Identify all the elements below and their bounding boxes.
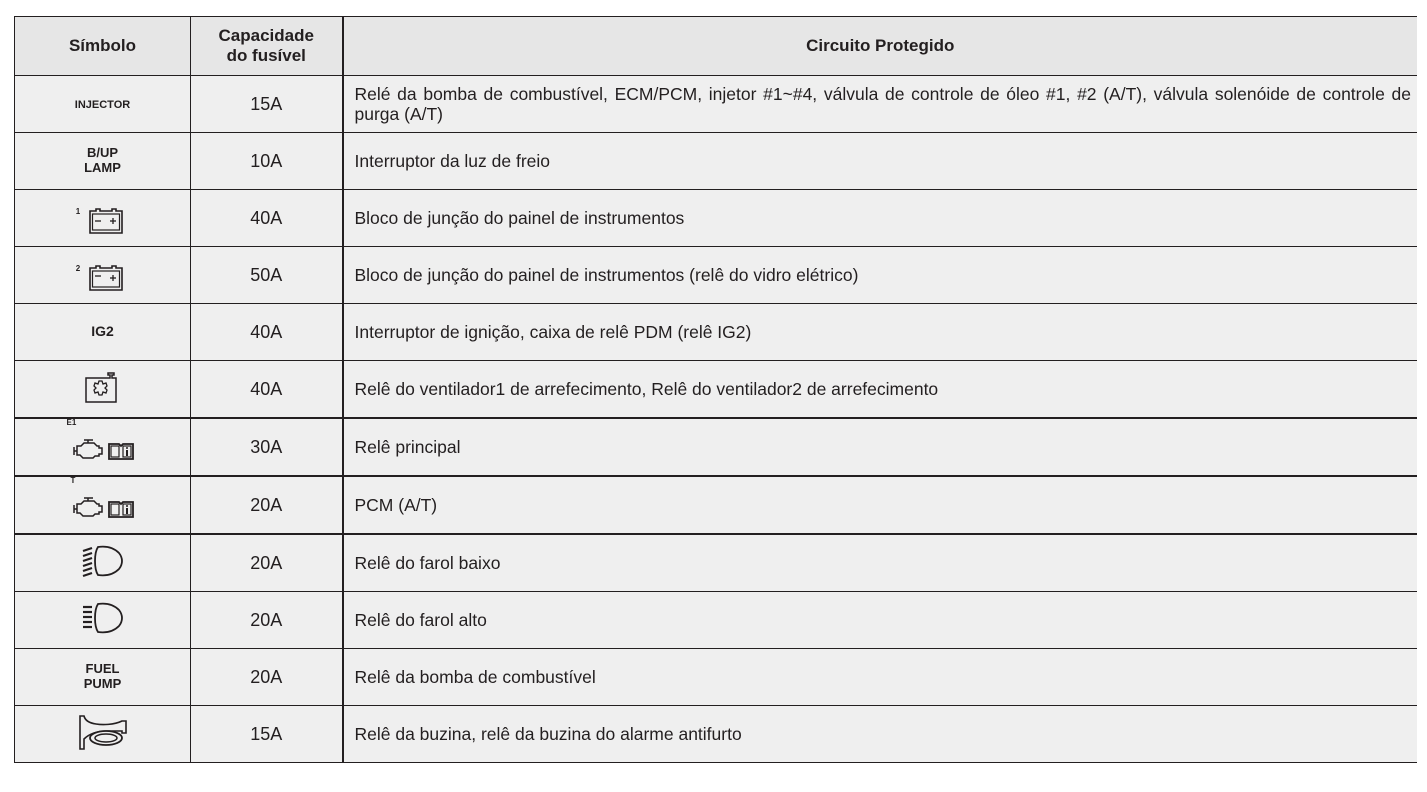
header-circuit: Circuito Protegido — [343, 17, 1418, 76]
engine-icon — [71, 495, 107, 519]
table-row — [15, 534, 1418, 592]
capacity-cell: 20A — [191, 534, 343, 592]
symbol-group — [76, 263, 129, 293]
symbol-cell — [15, 592, 191, 649]
circuit-cell: Bloco de junção do painel de instrumentos — [343, 190, 1418, 247]
table-row — [15, 247, 1418, 304]
capacity-cell: 20A — [191, 649, 343, 706]
symbol-group — [70, 475, 135, 519]
table-row — [15, 361, 1418, 419]
circuit-cell: PCM (A/T) — [343, 476, 1418, 534]
symbol-cell — [15, 304, 191, 361]
capacity-cell: 15A — [191, 706, 343, 763]
circuit-cell: Relê principal — [343, 418, 1418, 476]
capacity-cell: 50A — [191, 247, 343, 304]
circuit-cell: Relê do farol baixo — [343, 534, 1418, 592]
capacity-cell: 15A — [191, 76, 343, 133]
header-symbol: Símbolo — [15, 17, 191, 76]
header-capacity — [191, 17, 343, 76]
high-beam-icon — [77, 600, 129, 636]
capacity-cell: 40A — [191, 190, 343, 247]
circuit-cell: Relê da buzina, relê da buzina do alarme antifurto — [343, 706, 1418, 763]
symbol-text: INJECTOR — [74, 99, 131, 111]
symbol-group — [74, 713, 132, 751]
circuit-cell: Relê do farol alto — [343, 592, 1418, 649]
symbol-cell — [15, 476, 191, 534]
capacity-cell: 40A — [191, 361, 343, 419]
circuit-cell: Bloco de junção do painel de instrumentos (relê do vidro elétrico) — [343, 247, 1418, 304]
symbol-cell — [15, 534, 191, 592]
symbol-cell — [15, 190, 191, 247]
capacity-cell: 10A — [191, 133, 343, 190]
symbol-label: 1 — [75, 206, 81, 216]
symbol-group — [77, 543, 129, 579]
symbol-group — [82, 370, 124, 404]
circuit-cell: Interruptor da luz de freio — [343, 133, 1418, 190]
symbol-text: IG2 — [91, 323, 114, 339]
table-row — [15, 304, 1418, 361]
table-row — [15, 76, 1418, 133]
circuit-cell: Relé da bomba de combustível, ECM/PCM, injetor #1~#4, válvula de controle de óleo #1, #2 (A/T), válvula solenóide de controle de purga (A/T) — [343, 76, 1418, 133]
manual-icon — [107, 437, 135, 461]
circuit-cell: Relê da bomba de combustível — [343, 649, 1418, 706]
symbol-group — [77, 600, 129, 636]
header-capacity-label: Capacidade do fusível — [218, 26, 314, 65]
table-row — [15, 133, 1418, 190]
symbol-label: E1 — [66, 417, 77, 427]
table-row — [15, 418, 1418, 476]
symbol-text: B/UP LAMP — [84, 145, 121, 175]
radiator-fan-icon — [82, 370, 124, 404]
symbol-group — [76, 206, 129, 236]
battery-icon — [83, 263, 129, 293]
symbol-cell — [15, 247, 191, 304]
table-header-row — [15, 17, 1418, 76]
circuit-cell: Relê do ventilador1 de arrefecimento, Relê do ventilador2 de arrefecimento — [343, 361, 1418, 419]
table-row — [15, 190, 1418, 247]
symbol-label: T — [70, 475, 76, 485]
capacity-cell: 30A — [191, 418, 343, 476]
circuit-cell: Interruptor de ignição, caixa de relê PDM (relê IG2) — [343, 304, 1418, 361]
symbol-group — [66, 417, 135, 461]
horn-icon — [74, 713, 132, 751]
manual-icon — [107, 495, 135, 519]
fuse-table — [14, 16, 1417, 763]
battery-icon — [83, 206, 129, 236]
table-row — [15, 476, 1418, 534]
capacity-cell: 40A — [191, 304, 343, 361]
table-row — [15, 649, 1418, 706]
symbol-cell — [15, 133, 191, 190]
table-row — [15, 592, 1418, 649]
table-row — [15, 706, 1418, 763]
symbol-cell — [15, 649, 191, 706]
symbol-cell — [15, 706, 191, 763]
capacity-cell: 20A — [191, 592, 343, 649]
low-beam-icon — [77, 543, 129, 579]
symbol-cell — [15, 418, 191, 476]
symbol-text: FUEL PUMP — [83, 661, 122, 691]
symbol-cell — [15, 361, 191, 419]
engine-icon — [71, 437, 107, 461]
symbol-cell — [15, 76, 191, 133]
capacity-cell: 20A — [191, 476, 343, 534]
symbol-label: 2 — [75, 263, 81, 273]
